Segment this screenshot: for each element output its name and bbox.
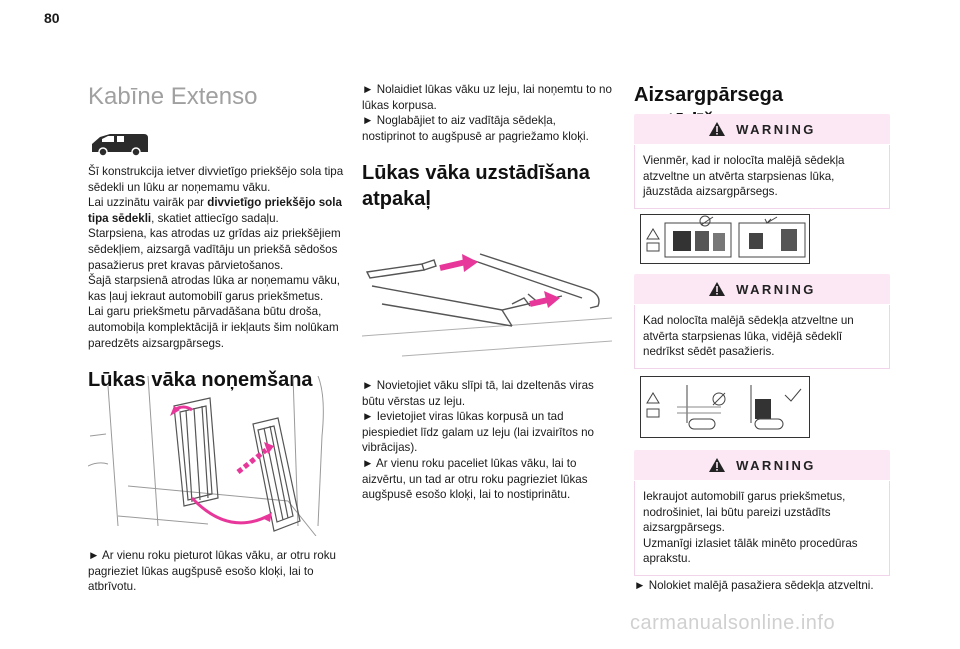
warning-box-2 [634, 274, 890, 369]
step-tilt-lid: ► Novietojiet vāku slīpi tā, lai dzeltenās viras būtu vērstas uz leju. [362, 379, 594, 408]
step-lower-lid: ► Nolaidiet lūkas vāku uz leju, lai noņemtu to no lūkas korpusa. [362, 83, 612, 112]
warning-header [634, 450, 890, 481]
warning-triangle-icon [708, 457, 726, 473]
page-number: 80 [44, 10, 60, 26]
intro-text-1: Šī konstrukcija ietver divvietīgo priekšējo sola tipa sēdekli un lūku ar noņemamu vāku. [88, 165, 344, 194]
warning-text-2: Kad nolocīta malējā sēdekļa atzveltne un atvērta starpsienas lūka, vidējā sēdeklī nedrīkst sēdēt pasažieris. [634, 305, 890, 369]
van-icon [88, 130, 150, 158]
warning-header [634, 274, 890, 305]
warning-title: WARNING [736, 457, 816, 473]
step-close-lid: ► Ar vienu roku paceliet lūkas vāku, lai to aizvērtu, un tad ar otru roku pagrieziet lūkas augšpusē esošo kloķi, lai to nostiprinātu. [362, 456, 588, 502]
refit-steps [362, 378, 612, 503]
section-title-refit: Lūkas vāka uzstādīšana atpakaļ [362, 162, 590, 211]
intro-text-3: Starpsiena, kas atrodas uz grīdas aiz priekšējiem sēdekļiem, aizsargā vadītāju un priekšā sēdošos pasažierus pret kravas pārvietošanos. [88, 227, 341, 272]
warning-title: WARNING [736, 121, 816, 137]
page-title: Kabīne Extenso [88, 83, 258, 110]
warning-triangle-icon [708, 281, 726, 297]
intro-paragraph [88, 164, 344, 351]
cover-step: ► Nolokiet malējā pasažiera sēdekļa atzveltni. [634, 579, 874, 592]
intro-text-2a: Lai uzzinātu vairāk par [88, 196, 208, 210]
intro-text-5: Lai garu priekšmetu pārvadāšana būtu droša, automobiļa komplektācijā ir iekļauts šim nolūkam paredzēts aizsargpārsegs. [88, 305, 339, 350]
removal-step: ► Ar vienu roku pieturot lūkas vāku, ar otru roku pagrieziet lūkas augšpusē esošo kloķi, lai to atbrīvotu. [88, 549, 336, 594]
column-1 [88, 82, 344, 393]
warning-text-1: Vienmēr, kad ir nolocīta malējā sēdekļa atzveltne un atvērta starpsienas lūka, jāuzstāda aizsargpārsegs. [634, 145, 890, 209]
intro-text-4: Šajā starpsienā atrodas lūka ar noņemamu vāku, kas ļauj iekraut automobilī garus priekšmetus. [88, 274, 340, 303]
footer-watermark: carmanualsonline.info [630, 612, 836, 634]
warning-triangle-icon [708, 121, 726, 137]
warning-text-3 [634, 481, 890, 576]
section-title-removal: Lūkas vāka noņemšana [88, 369, 313, 392]
warning-title: WARNING [736, 281, 816, 297]
intro-text-2c: , skatiet attiecīgo sadaļu. [151, 211, 279, 225]
hatch-refit-illustration [362, 246, 612, 360]
section-title-cover: Aizsargpārsega [634, 84, 783, 106]
column-2 [362, 82, 612, 212]
intro-text-2b: divvietīgo priekšējo sola tipa sēdekli [88, 196, 342, 225]
step-insert-hinges: ► Ievietojiet viras lūkas korpusā un tad piespiediet līdz galam uz leju (lai izvairītos no vibrācijas). [362, 410, 594, 455]
hatch-removal-illustration [88, 376, 336, 536]
warning-box-3 [634, 450, 890, 576]
step-store-lid: ► Noglabājiet to aiz vadītāja sēdekļa, nostiprinot to augšpusē ar pagriežamo kloķi. [362, 114, 589, 143]
cover-step-block [634, 578, 890, 594]
seat-diagram-2 [640, 376, 810, 438]
warning-box-1 [634, 114, 890, 209]
warning-header [634, 114, 890, 145]
removal-step-block [88, 548, 340, 595]
warning-text-3b: Uzmanīgi izlasiet tālāk minēto procedūras aprakstu. [643, 536, 858, 566]
seat-diagram-1 [640, 214, 810, 264]
warning-text-3a: Iekraujot automobilī garus priekšmetus, nodrošiniet, lai būtu pareizi uzstādīts aizsargpārsegs. [643, 490, 846, 535]
